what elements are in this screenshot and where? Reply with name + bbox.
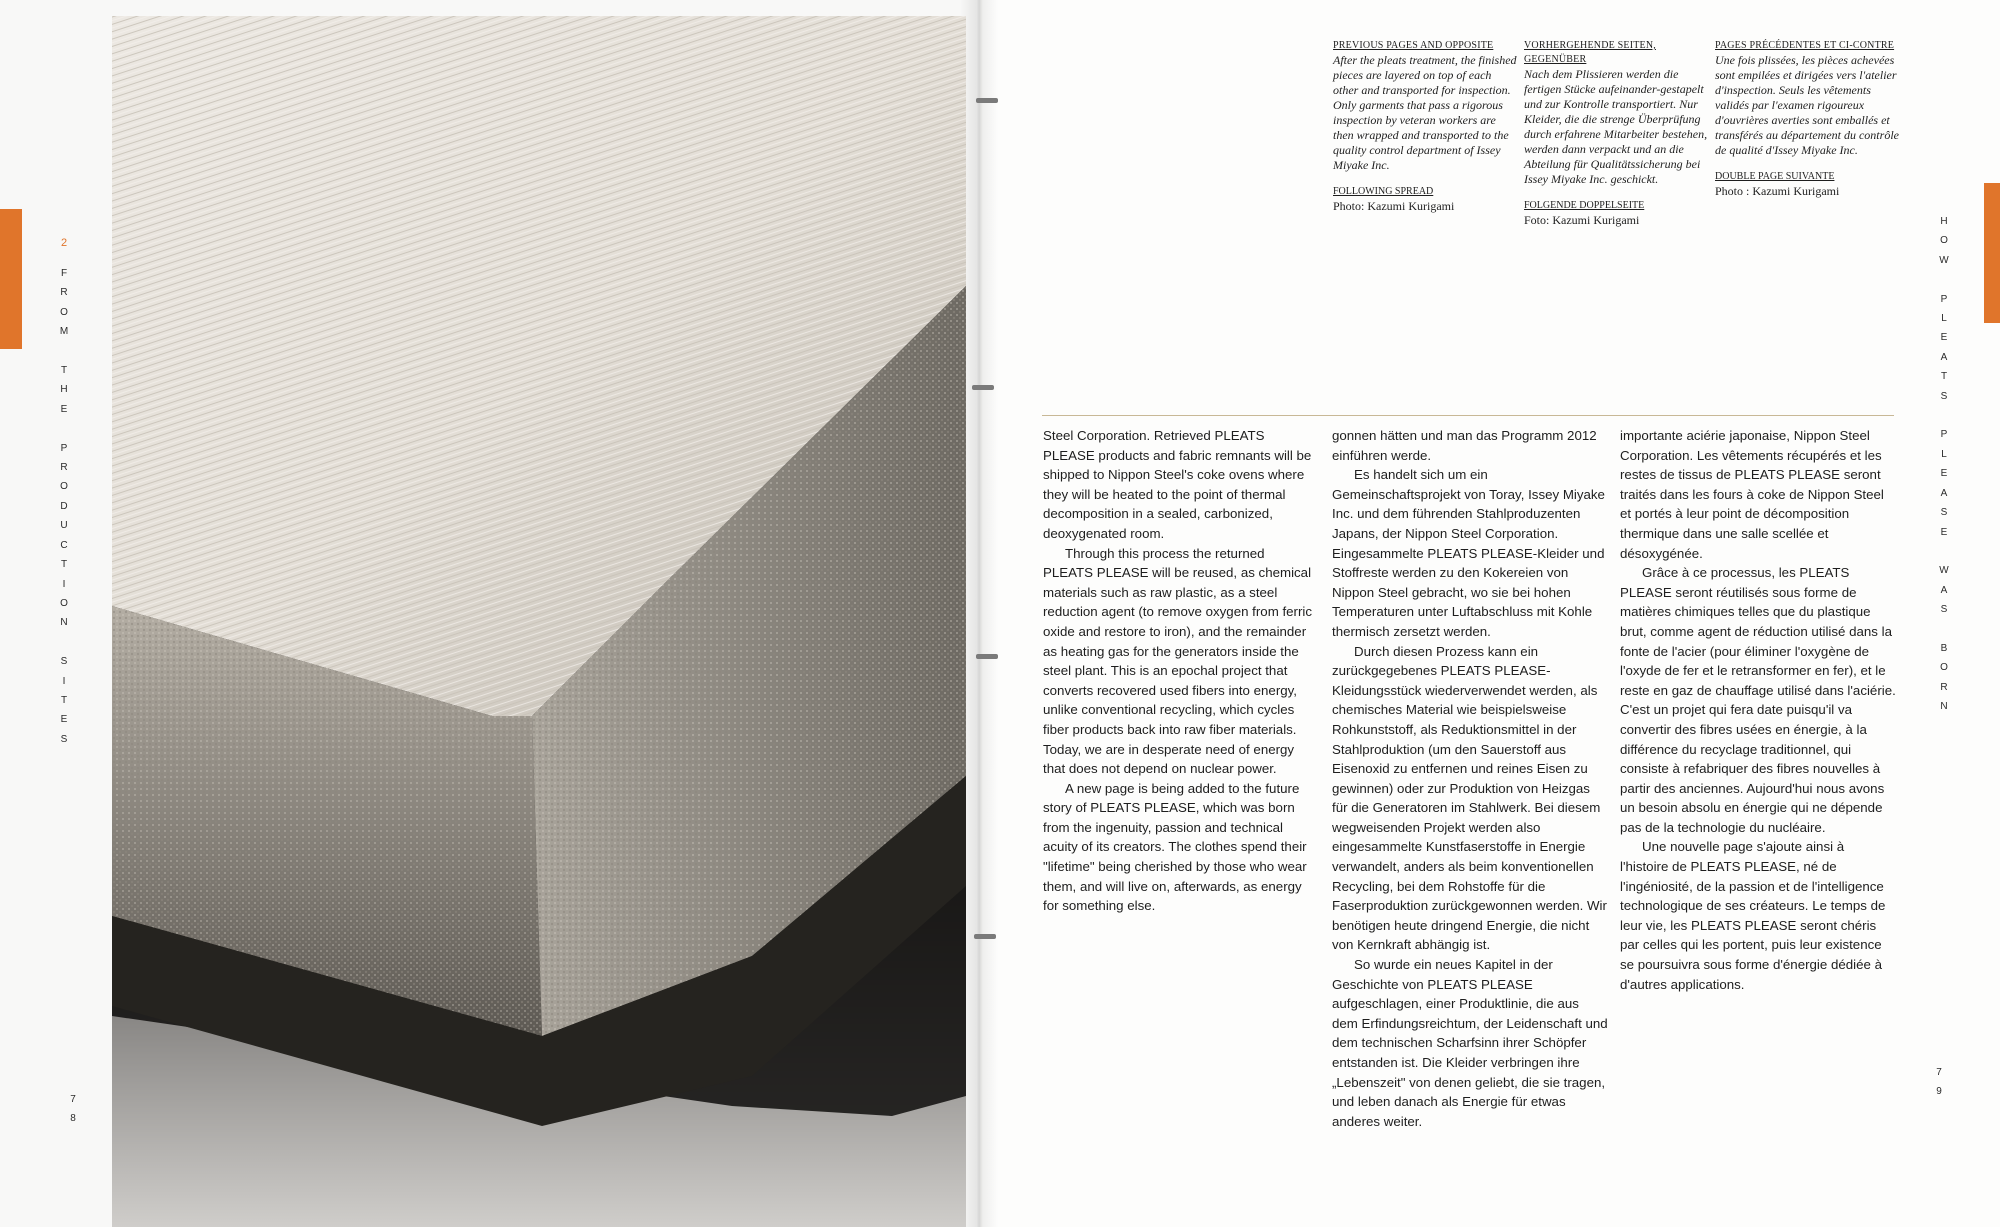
chapter-title-vertical: H O W P L E A T S P L E A S E W A S B O R N [1939, 216, 1949, 713]
section-tab-right [1984, 183, 2000, 323]
paragraph: Through this process the returned PLEATS PLEASE will be reused, as chemical materials such as raw plastic, as a steel reduction agent (to remove oxygen from ferric oxide and restore to iron), and the remainder as heating gas for the generators inside the steel plant. This is an epochal project that converts recovered used fibers into energy, unlike conventional recycling, which cycles fiber products back into raw fiber materials. Today, we are in desperate need of energy that does not depend on nuclear power. [1043, 545, 1313, 777]
binding-hook [974, 934, 996, 939]
body-column-french [1620, 426, 1896, 994]
caption-heading: PREVIOUS PAGES AND OPPOSITE [1333, 40, 1494, 51]
caption-spread-heading: FOLGENDE DOPPELSEITE [1524, 200, 1645, 211]
paragraph: Steel Corporation. Retrieved PLEATS PLEASE products and fabric remnants will be shipped to Nippon Steel's coke ovens where they will be heated to the point of thermal decomposition in a sealed, carbonized, deoxygenated room. [1043, 428, 1312, 541]
paragraph: Grâce à ce processus, les PLEATS PLEASE seront réutilisés sous forme de matières chimiques telles que du plastique brut, comme agent de réduction utilisé dans la fonte de l'acier (pour éliminer l'oxygène de l'oxyde de fer et le retransformer en fer), et le reste en gaz de chauffage utilisé dans l'aciérie. C'est un projet qui fera date puisqu'il va convertir des fibres usées en énergie, à la différence du recyclage traditionnel, qui consiste à refabriquer des fibres nouvelles à partir des anciennes. Aujourd'hui nous avons un besoin absolu en énergie qui ne dépende pas de la technologie du nucléaire. [1620, 565, 1896, 835]
caption-text: After the pleats treatment, the finished pieces are layered on top of each other and transported for inspection. Only garments that pass a rigorous inspection by veteran workers are then wrapped and transported to the quality control department of Issey Miyake Inc. [1333, 53, 1517, 172]
column-rule [1042, 415, 1894, 416]
paragraph: Es handelt sich um ein Gemeinschaftsprojekt von Toray, Issey Miyake Inc. und dem führenden Stahlproduzenten Japans, der Nippon Steel Corporation. Eingesammelte PLEATS PLEASE-Kleider und Stoffreste werden zu den Kokereien von Nippon Steel gebracht, wo sie bei hohen Temperaturen unter Luftabschluss mit Kohle thermisch zersetzt werden. [1332, 467, 1605, 639]
binding-hook [972, 385, 994, 390]
photo-credit: Foto: Kazumi Kurigami [1524, 213, 1640, 227]
paragraph: Une nouvelle page s'ajoute ainsi à l'histoire de PLEATS PLEASE, né de l'ingéniosité, de la passion et de l'intelligence technologique de ses créateurs. Le temps de leur vie, les PLEATS PLEASE seront chéris par celles qui les portent, puis leur existence se poursuivra sous forme d'énergie dédiée à d'autres applications. [1620, 839, 1886, 992]
caption-heading: PAGES PRÉCÉDENTES ET CI-CONTRE [1715, 40, 1895, 51]
caption-spread-heading: FOLLOWING SPREAD [1333, 186, 1434, 197]
paragraph: importante aciérie japonaise, Nippon Steel Corporation. Les vêtements récupérés et les restes de tissus de PLEATS PLEASE seront traités dans les fours à coke de Nippon Steel et portés à leur point de décomposition thermique dans une salle scellée et désoxygénée. [1620, 428, 1884, 561]
page-number-right: 7 9 [1936, 1067, 1942, 1097]
paragraph: A new page is being added to the future story of PLEATS PLEASE, which was born from the ingenuity, passion and technical acuity of its creators. The clothes spend their "lifetime" being cherished by those who wear them, and will live on, afterwards, as energy for something else. [1043, 780, 1307, 914]
paragraph: Durch diesen Prozess kann ein zurückgegebenes PLEATS PLEASE-Kleidungsstück wiederverwendet werden, als chemisches Material wie beispielsweise Rohkunststoff, als Reduktionsmittel in der Stahlproduktion (um den Sauerstoff aus Eisenoxid zu entfernen und reines Eisen zu gewinnen) oder zur Produktion von Heizgas für die Generatoren im Stahlwerk. Bei diesem wegweisenden Projekt werden also eingesammelte Kunstfaserstoffe in Energie verwandelt, anders als beim konventionellen Recycling, bei dem Rohstoffe für die Faserproduktion zurückgewonnen werden. Wir benötigen heute dringend Energie, die nicht von Kernkraft abhängig ist. [1332, 643, 1607, 953]
caption-heading: VORHERGEHENDE SEITEN, GEGENÜBER [1524, 40, 1656, 65]
paragraph: gonnen hätten und man das Programm 2012 einführen werde. [1332, 428, 1597, 463]
body-column-german [1332, 426, 1608, 1131]
caption-french [1715, 39, 1899, 199]
paragraph: So wurde ein neues Kapitel in der Geschichte von PLEATS PLEASE aufgeschlagen, einer Produktlinie, die aus dem Erfindungsreichtum, der Leidenschaft und dem technischen Scharfsinn ihrer Schöpfer entstanden ist. Die Kleider verbringen ihre „Lebenszeit" von denen geliebt, die sie tragen, und leben danach als Energie für etwas anderes weiter. [1332, 957, 1608, 1129]
caption-spread-heading: DOUBLE PAGE SUIVANTE [1715, 171, 1835, 182]
section-title-vertical: F R O M T H E P R O D U C T I O N S I T E S [59, 268, 69, 745]
body-column-english [1043, 426, 1313, 916]
photo-credit: Photo: Kazumi Kurigami [1333, 199, 1455, 213]
page-number-left: 7 8 [70, 1094, 76, 1124]
binding-hook [976, 654, 998, 659]
section-tab-left [0, 209, 22, 349]
caption-english [1333, 39, 1517, 214]
caption-text: Une fois plissées, les pièces achevées sont empilées et dirigées vers l'atelier d'inspection. Seuls les vêtements validés par l'examen rigoureux d'ouvrières averties sont emballés et transférés au département du contrôle de qualité d'Issey Miyake Inc. [1715, 53, 1899, 157]
caption-text: Nach dem Plissieren werden die fertigen Stücke aufeinander-gestapelt und zur Kontrolle transportiert. Nur Kleider, die die strenge Überprüfung durch erfahrene Mitarbeiter bestehen, werden dann verpackt und an die Abteilung für Qualitätssicherung bei Issey Miyake Inc. geschickt. [1524, 67, 1708, 186]
section-number: 2 [60, 237, 68, 249]
binding-hook [976, 98, 998, 103]
photo-credit: Photo : Kazumi Kurigami [1715, 184, 1840, 198]
pleated-fabric-photo [112, 16, 966, 1227]
caption-german [1524, 39, 1708, 228]
